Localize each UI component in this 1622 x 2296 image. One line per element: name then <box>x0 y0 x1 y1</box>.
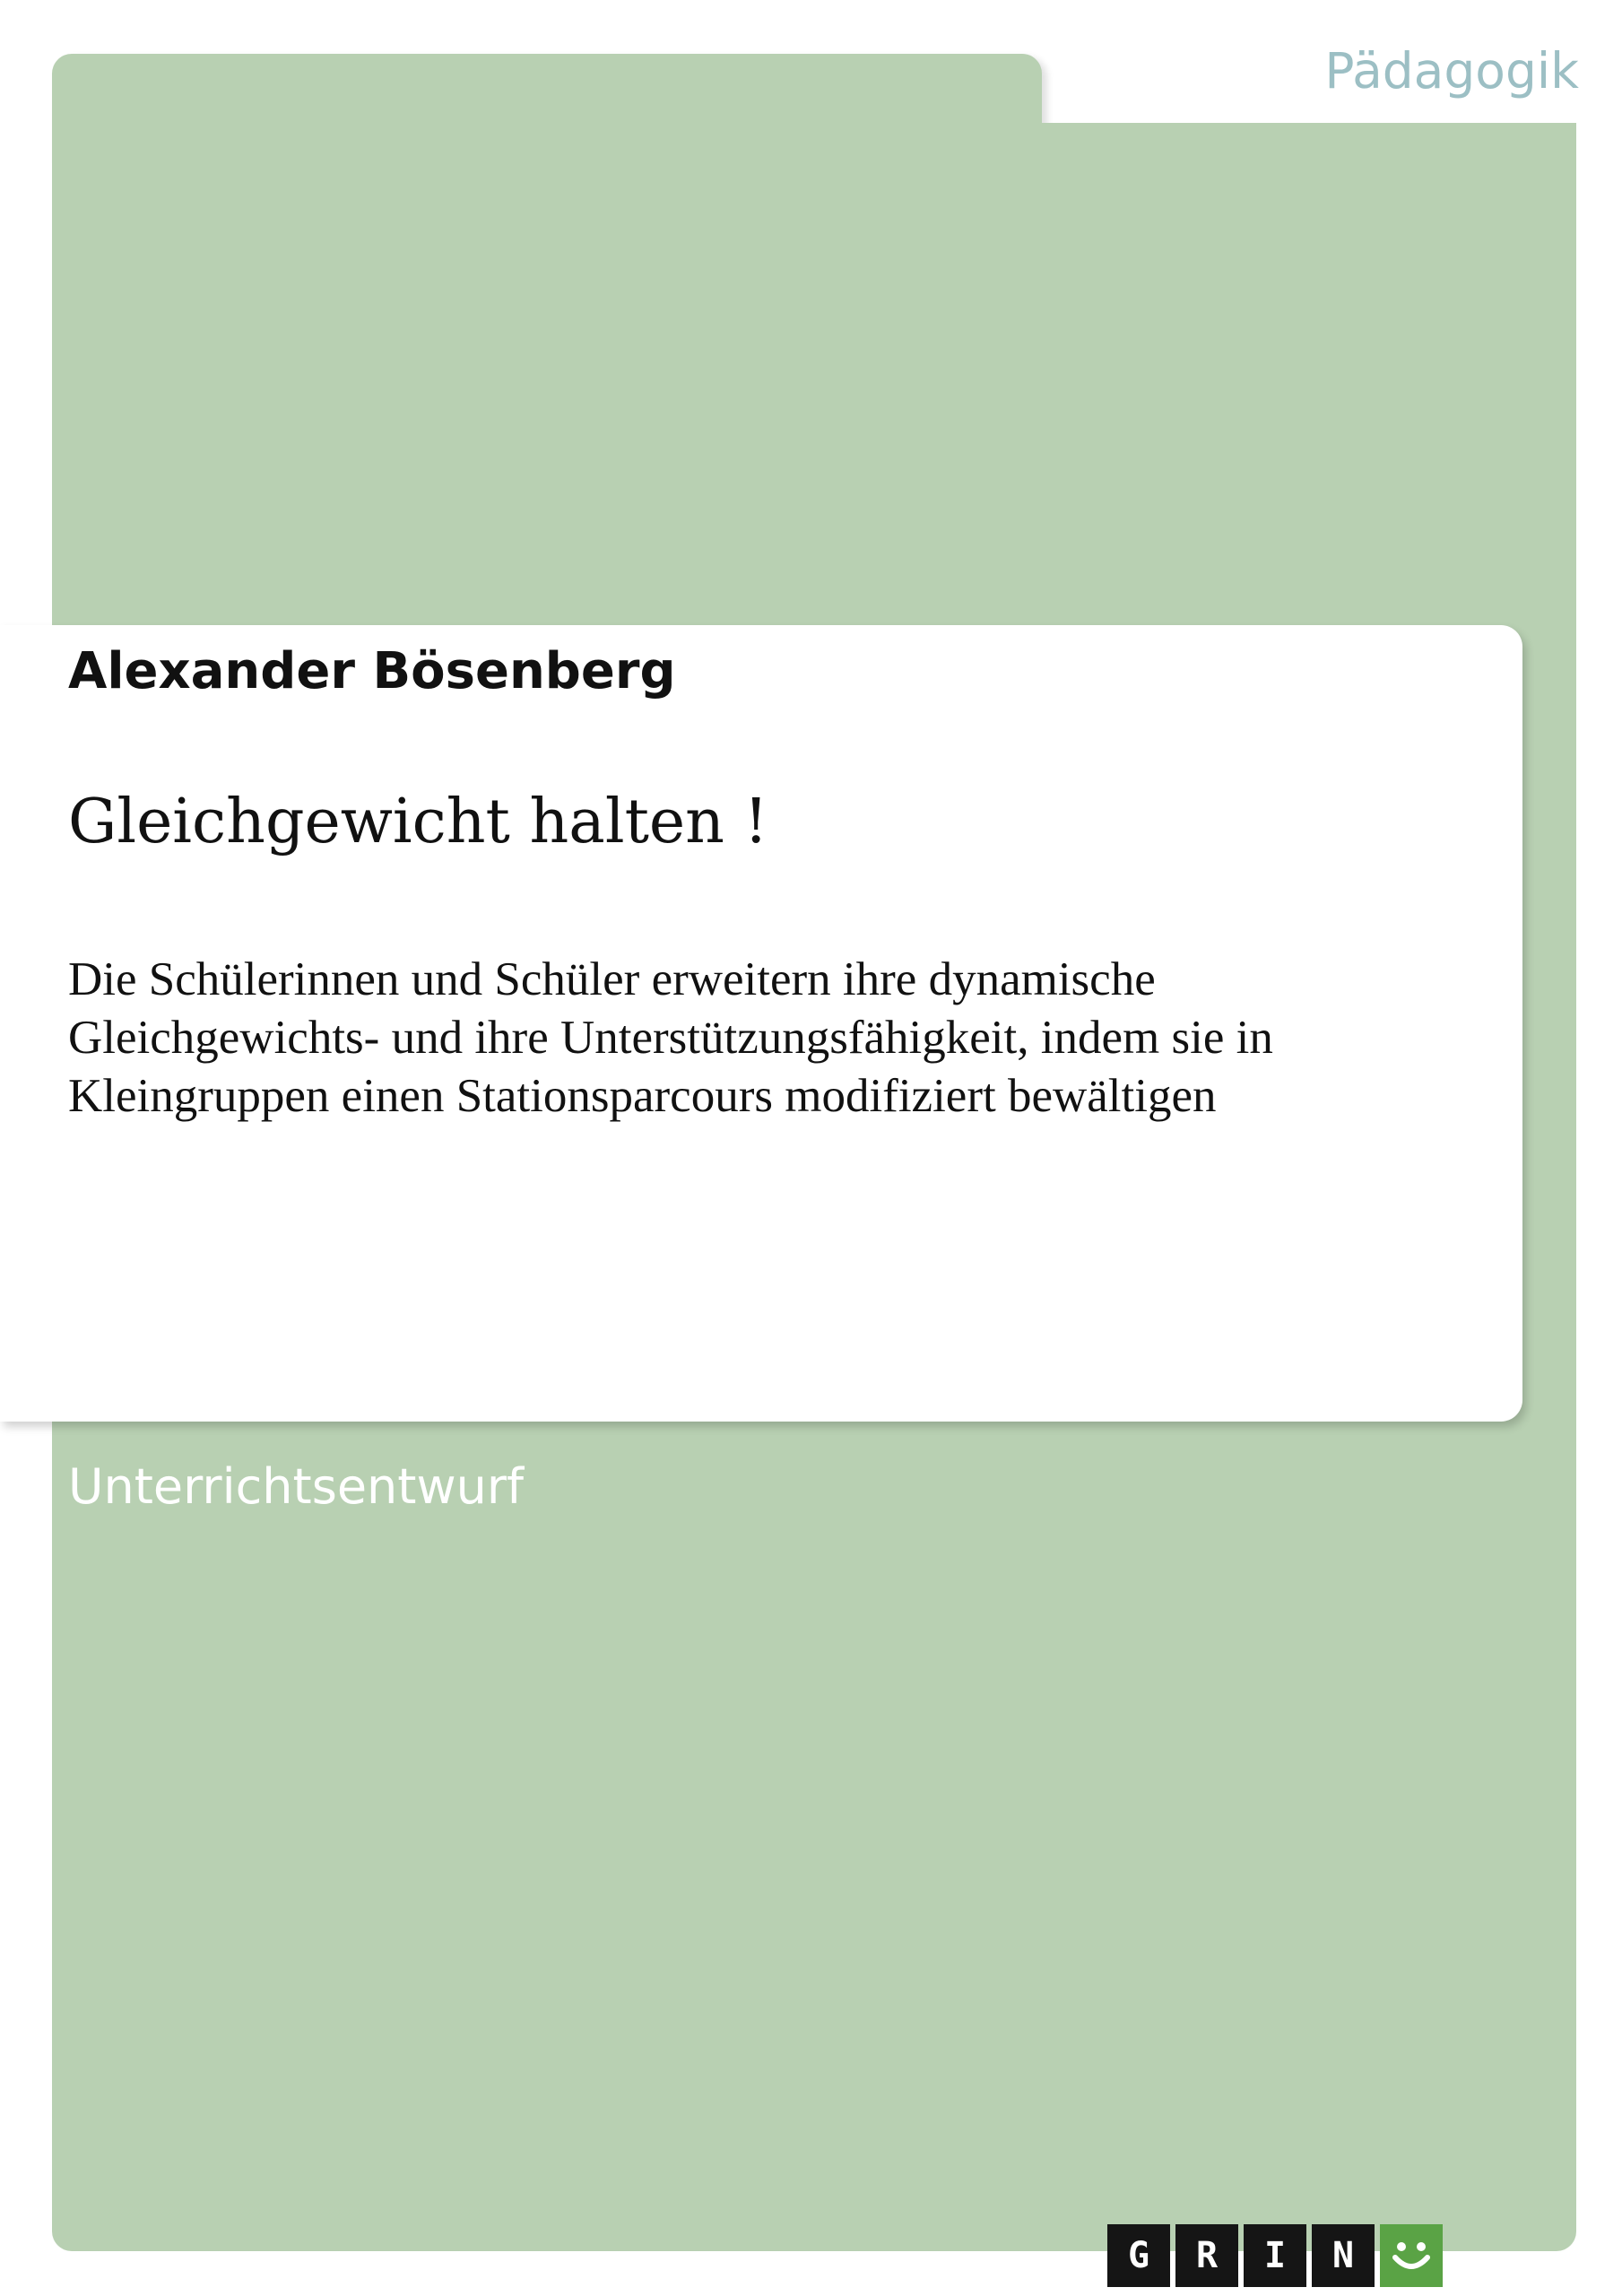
logo-letter-r: R <box>1175 2224 1238 2287</box>
author-name: Alexander Bösenberg <box>68 642 676 700</box>
category-label: Pädagogik <box>1324 42 1579 100</box>
book-description: Die Schülerinnen und Schüler erweitern ihre dynamische Gleichgewichts- und ihre Unterstützungsfähigkeit, indem sie in Kleingruppen einen Stationsparcours modifiziert bewältigen <box>68 953 1273 1122</box>
book-title: Gleichgewicht halten ! <box>68 787 768 857</box>
publisher-logo <box>1107 2224 1443 2287</box>
document-type-label: Unterrichtsentwurf <box>68 1458 525 1515</box>
logo-letter-i: I <box>1244 2224 1306 2287</box>
logo-letter-g: G <box>1107 2224 1170 2287</box>
logo-letter-n: N <box>1312 2224 1375 2287</box>
smile-icon <box>1380 2224 1443 2287</box>
